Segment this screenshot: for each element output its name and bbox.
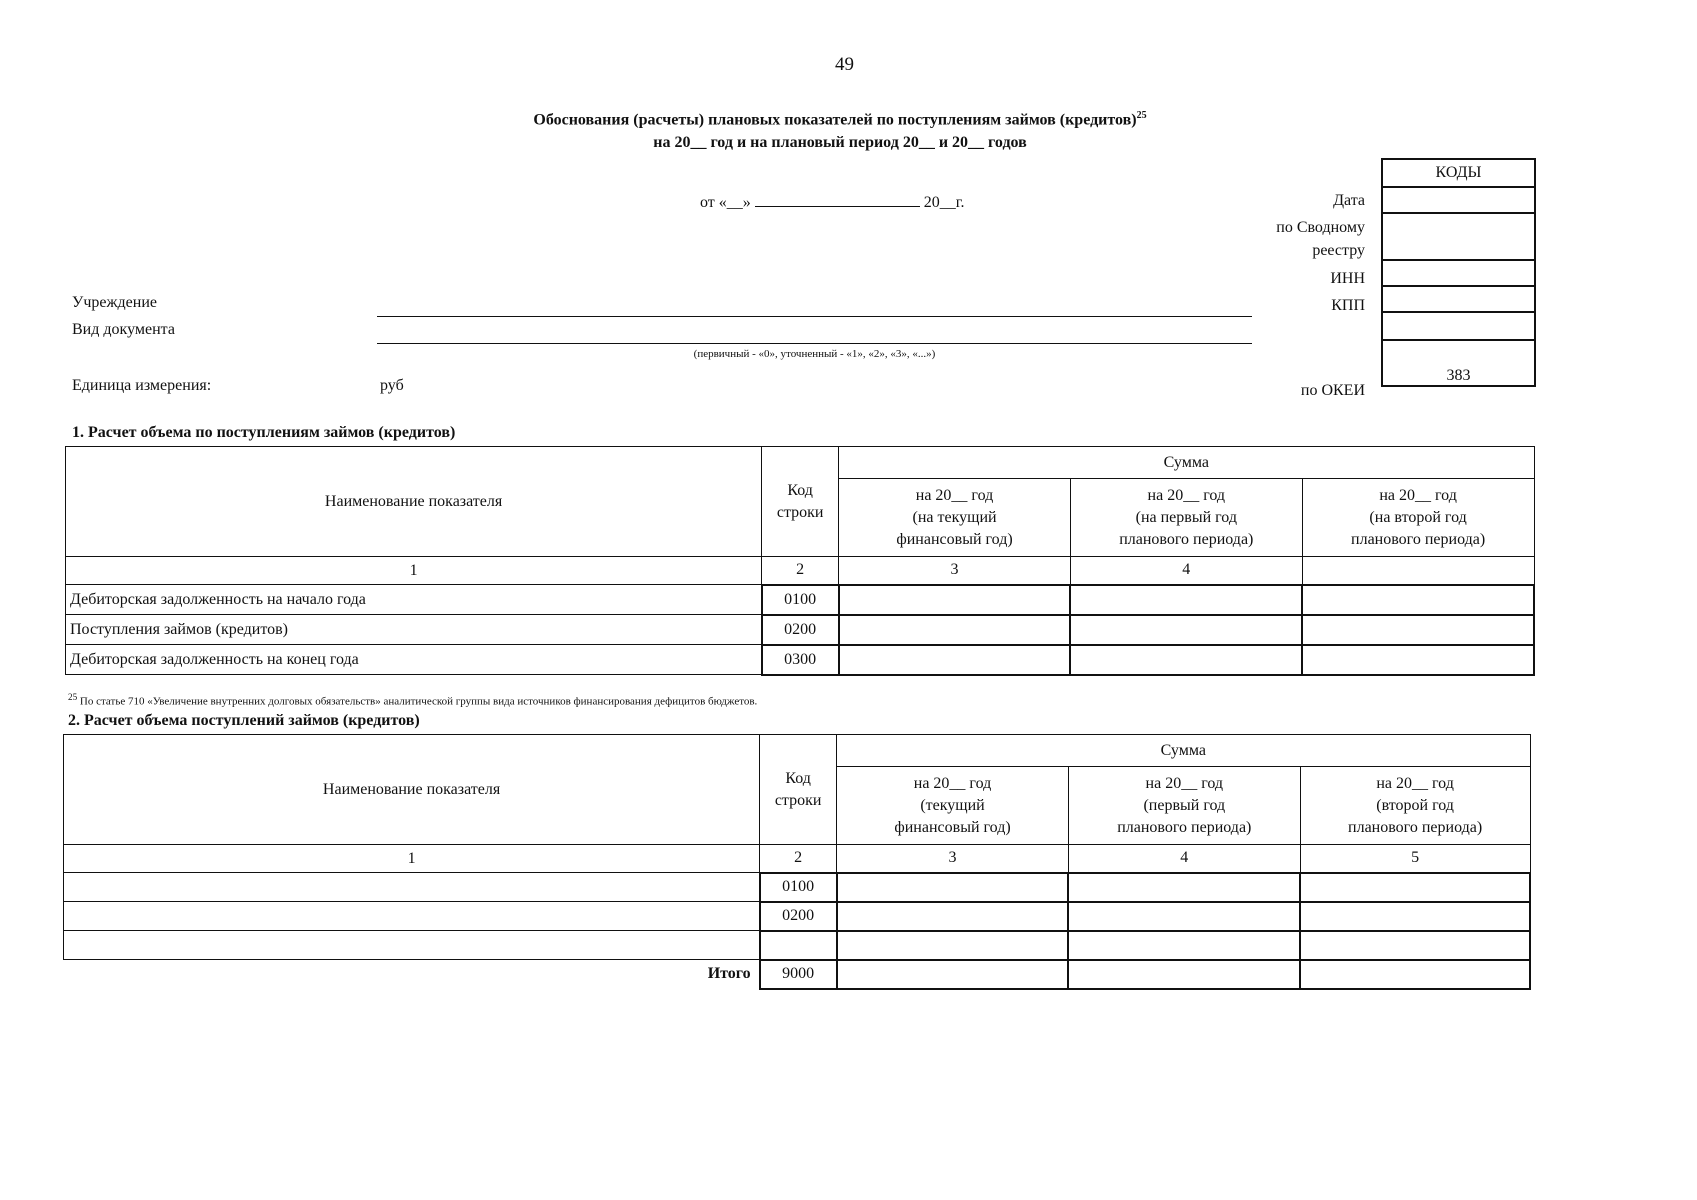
code-kpp-cell[interactable] [1382, 286, 1535, 312]
s1-subcol-2-l1: на 20__ год [1147, 486, 1226, 504]
s1-col-code-header [762, 447, 839, 557]
codes-table [1381, 158, 1536, 387]
code-label-registry-1: по Сводному [1276, 219, 1365, 236]
title-line-2: на 20__ год и на плановый период 20__ и 20__ годов [653, 134, 1027, 152]
code-label-okei: по ОКЕИ [1300, 382, 1365, 399]
section1-title: 1. Расчет объема по поступлениям займов (кредитов) [72, 424, 456, 441]
s2-subcol-3 [1300, 767, 1530, 845]
doc-type-hint: (первичный - «0», уточненный - «1», «2», «3», «...») [693, 348, 936, 360]
s2-subcol-1-l1: на 20__ год [913, 774, 992, 792]
s1-subcol-3-l1: на 20__ год [1379, 486, 1457, 504]
s1-row3-name: Дебиторская задолженность на конец года [66, 645, 762, 675]
s1-row2-val2[interactable] [1070, 615, 1302, 645]
s1-colnum-3: 3 [839, 557, 1071, 585]
s1-subcol-2-l3: планового периода) [1119, 530, 1254, 548]
table-row [66, 615, 1535, 645]
date-line [700, 192, 965, 212]
s1-row2-name: Поступления займов (кредитов) [66, 615, 762, 645]
total-code: 9000 [760, 960, 837, 989]
footnote-text: По статье 710 «Увеличение внутренних долговых обязательств» аналитической группы вида источников финансирования дефицитов бюджетов. [79, 695, 758, 708]
section1-table [65, 446, 1535, 676]
s2-row1-name[interactable] [64, 873, 760, 902]
s2-subcol-1-l3: финансовый год) [894, 818, 1011, 836]
s1-subcol-1-l3: финансовый год) [896, 530, 1013, 548]
s1-col-sum-header: Сумма [839, 447, 1534, 479]
s1-row3-val1[interactable] [839, 645, 1071, 675]
title-footnote-mark: 25 [1136, 110, 1147, 121]
s1-row1-code: 0100 [762, 585, 839, 615]
table-row [66, 585, 1535, 615]
date-suffix: 20__г. [923, 194, 965, 211]
s1-row3-val2[interactable] [1070, 645, 1302, 675]
s1-col-code-text: Код строки [776, 481, 824, 521]
code-label-registry-2: реестру [1312, 242, 1365, 259]
s1-row1-val2[interactable] [1070, 585, 1302, 615]
s1-col-name-header: Наименование показателя [66, 447, 762, 557]
unit-value: руб [380, 377, 404, 394]
footnote [68, 692, 757, 708]
s2-row2-val3[interactable] [1300, 902, 1530, 931]
code-date-cell[interactable] [1382, 187, 1535, 213]
table-row [64, 873, 1531, 902]
s2-colnum-3: 3 [837, 845, 1069, 873]
s2-subcol-3-l3: планового периода) [1348, 818, 1483, 836]
s2-row3-code [760, 931, 837, 960]
s1-row2-val1[interactable] [839, 615, 1071, 645]
s2-colnum-1: 1 [64, 845, 760, 873]
s2-row3-val2[interactable] [1068, 931, 1300, 960]
s2-row3-val1[interactable] [837, 931, 1069, 960]
s2-row1-code: 0100 [760, 873, 837, 902]
institution-label: Учреждение [72, 294, 157, 311]
date-month-blank[interactable] [755, 192, 920, 207]
s1-subcol-1-l1: на 20__ год [915, 486, 994, 504]
s1-colnum-1: 1 [66, 557, 762, 585]
s2-row1-val2[interactable] [1068, 873, 1300, 902]
unit-label: Единица измерения: [72, 377, 212, 394]
institution-field-line[interactable] [377, 316, 1252, 317]
code-inn-cell[interactable] [1382, 260, 1535, 286]
document-title [340, 104, 1340, 154]
total-val2[interactable] [1068, 960, 1300, 989]
code-label-inn: ИНН [1330, 270, 1365, 287]
s1-row3-val3[interactable] [1302, 645, 1534, 675]
s2-subcol-3-l2: (второй год [1376, 796, 1454, 814]
s2-subcol-1 [837, 767, 1069, 845]
code-label-date: Дата [1333, 192, 1365, 209]
s1-subcol-1-l2: (на текущий [912, 508, 997, 526]
s1-row2-code: 0200 [762, 615, 839, 645]
s2-subcol-2-l3: планового периода) [1117, 818, 1252, 836]
s2-row2-val1[interactable] [837, 902, 1069, 931]
total-row [64, 960, 1531, 989]
code-doc-type-cell[interactable] [1382, 312, 1535, 340]
s2-row3-name[interactable] [64, 931, 760, 960]
s2-col-code-header [760, 735, 837, 845]
s1-subcol-2 [1070, 479, 1302, 557]
table-row [64, 902, 1531, 931]
s2-subcol-2-l2: (первый год [1143, 796, 1226, 814]
section2-title: 2. Расчет объема поступлений займов (кредитов) [68, 712, 420, 729]
s1-row1-val1[interactable] [839, 585, 1071, 615]
s2-row1-val3[interactable] [1300, 873, 1530, 902]
s1-colnum-5 [1302, 557, 1534, 585]
title-line-1: Обоснования (расчеты) плановых показателей по поступлениям займов (кредитов) [533, 111, 1137, 129]
s1-colnum-4: 4 [1070, 557, 1302, 585]
total-label: Итого [64, 960, 760, 989]
s1-subcol-2-l2: (на первый год [1135, 508, 1237, 526]
s2-row2-code: 0200 [760, 902, 837, 931]
s1-colnum-2: 2 [762, 557, 839, 585]
footnote-mark: 25 [68, 692, 78, 702]
s1-row2-val3[interactable] [1302, 615, 1534, 645]
s2-row2-name[interactable] [64, 902, 760, 931]
s2-col-name-header: Наименование показателя [64, 735, 760, 845]
s2-row1-val1[interactable] [837, 873, 1069, 902]
doc-type-field-line[interactable] [377, 343, 1252, 344]
total-val1[interactable] [837, 960, 1069, 989]
s1-row3-code: 0300 [762, 645, 839, 675]
s2-subcol-2-l1: на 20__ год [1145, 774, 1224, 792]
date-prefix: от «__» [700, 194, 751, 211]
s1-subcol-3-l2: (на второй год [1369, 508, 1467, 526]
code-okei-cell: 383 [1382, 340, 1535, 386]
code-registry-cell[interactable] [1382, 213, 1535, 260]
s1-row1-name: Дебиторская задолженность на начало года [66, 585, 762, 615]
table-row [66, 645, 1535, 675]
s2-colnum-5: 5 [1300, 845, 1530, 873]
s2-row2-val2[interactable] [1068, 902, 1300, 931]
section2-table [63, 734, 1531, 990]
s2-subcol-3-l1: на 20__ год [1376, 774, 1454, 792]
table-row [64, 931, 1531, 960]
s2-colnum-4: 4 [1068, 845, 1300, 873]
s2-col-code-text: Код строки [774, 769, 822, 809]
s2-subcol-2 [1068, 767, 1300, 845]
doc-type-label: Вид документа [72, 321, 175, 338]
s1-subcol-3-l3: планового периода) [1351, 530, 1486, 548]
s1-subcol-1 [839, 479, 1071, 557]
codes-header: КОДЫ [1382, 159, 1535, 187]
s2-row3-val3[interactable] [1300, 931, 1530, 960]
s1-row1-val3[interactable] [1302, 585, 1534, 615]
page-number: 49 [835, 54, 854, 75]
s2-colnum-2: 2 [760, 845, 837, 873]
total-val3[interactable] [1300, 960, 1530, 989]
s2-subcol-1-l2: (текущий [920, 796, 985, 814]
s1-subcol-3 [1302, 479, 1534, 557]
s2-col-sum-header: Сумма [837, 735, 1530, 767]
code-label-kpp: КПП [1331, 297, 1365, 314]
